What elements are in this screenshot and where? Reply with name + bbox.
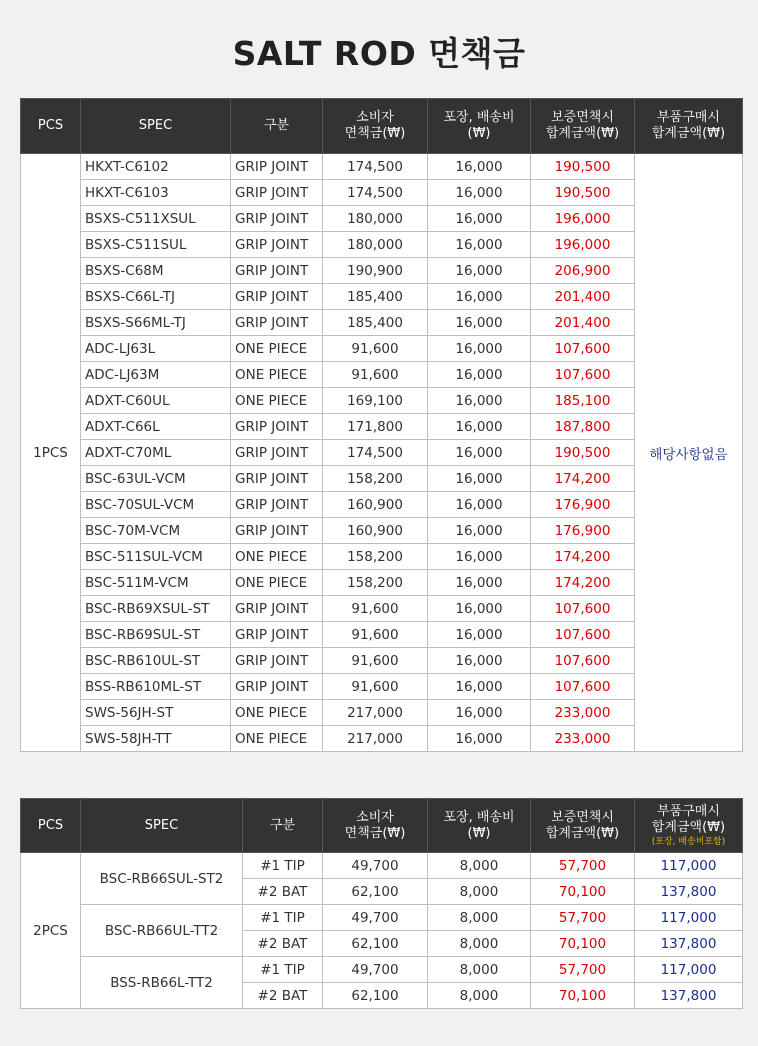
shipping-cell: 16,000 <box>428 622 531 648</box>
total-cell: 107,600 <box>531 336 635 362</box>
kind-cell: ONE PIECE <box>231 362 323 388</box>
price-cell: 180,000 <box>323 206 428 232</box>
spec-cell: BSXS-C511SUL <box>81 232 231 258</box>
price-cell: 62,100 <box>323 983 428 1009</box>
total-cell: 190,500 <box>531 154 635 180</box>
kind-cell: ONE PIECE <box>231 570 323 596</box>
spec-cell: BSC-511M-VCM <box>81 570 231 596</box>
total-cell: 201,400 <box>531 284 635 310</box>
table-row <box>21 284 743 310</box>
header-total <box>531 799 635 853</box>
kind-cell: GRIP JOINT <box>231 674 323 700</box>
price-cell: 49,700 <box>323 957 428 983</box>
header-spec: SPEC <box>81 99 231 154</box>
table-row <box>21 440 743 466</box>
price-cell: 160,900 <box>323 518 428 544</box>
total-cell: 57,700 <box>531 957 635 983</box>
header-total-line2: 합계금액(₩) <box>545 825 620 841</box>
spec-cell: SWS-56JH-ST <box>81 700 231 726</box>
kind-cell: GRIP JOINT <box>231 154 323 180</box>
shipping-cell: 16,000 <box>428 726 531 752</box>
spec-cell: ADC-LJ63L <box>81 336 231 362</box>
shipping-cell: 16,000 <box>428 414 531 440</box>
spec-cell: HKXT-C6102 <box>81 154 231 180</box>
pcs-label: 1PCS <box>21 154 81 752</box>
kind-cell: ONE PIECE <box>231 544 323 570</box>
parts-cell: 117,000 <box>635 853 743 879</box>
parts-cell: 137,800 <box>635 879 743 905</box>
header-parts-line2: 합계금액(₩) <box>651 126 726 141</box>
table-row <box>21 180 743 206</box>
total-cell: 206,900 <box>531 258 635 284</box>
price-cell: 174,500 <box>323 440 428 466</box>
shipping-cell: 16,000 <box>428 362 531 388</box>
header-pcs: PCS <box>21 99 81 154</box>
price-cell: 158,200 <box>323 466 428 492</box>
price-cell: 190,900 <box>323 258 428 284</box>
kind-cell: ONE PIECE <box>231 388 323 414</box>
table-row <box>21 700 743 726</box>
kind-cell: #1 TIP <box>243 853 323 879</box>
table-row <box>21 232 743 258</box>
spec-cell: BSS-RB610ML-ST <box>81 674 231 700</box>
price-cell: 174,500 <box>323 180 428 206</box>
kind-cell: ONE PIECE <box>231 700 323 726</box>
price-cell: 62,100 <box>323 931 428 957</box>
price-cell: 49,700 <box>323 853 428 879</box>
table-row <box>21 414 743 440</box>
total-cell: 174,200 <box>531 544 635 570</box>
total-cell: 196,000 <box>531 232 635 258</box>
header-pcs: PCS <box>21 799 81 853</box>
kind-cell: GRIP JOINT <box>231 310 323 336</box>
spec-cell: BSC-63UL-VCM <box>81 466 231 492</box>
kind-cell: #2 BAT <box>243 931 323 957</box>
total-cell: 70,100 <box>531 983 635 1009</box>
total-cell: 107,600 <box>531 648 635 674</box>
kind-cell: #1 TIP <box>243 957 323 983</box>
spec-cell: BSC-70M-VCM <box>81 518 231 544</box>
price-cell: 160,900 <box>323 492 428 518</box>
price-cell: 91,600 <box>323 648 428 674</box>
price-cell: 217,000 <box>323 726 428 752</box>
price-cell: 91,600 <box>323 336 428 362</box>
total-cell: 201,400 <box>531 310 635 336</box>
total-cell: 70,100 <box>531 931 635 957</box>
kind-cell: GRIP JOINT <box>231 258 323 284</box>
total-cell: 107,600 <box>531 362 635 388</box>
kind-cell: GRIP JOINT <box>231 284 323 310</box>
spec-cell: BSC-RB69SUL-ST <box>81 622 231 648</box>
shipping-cell: 16,000 <box>428 570 531 596</box>
spec-cell: ADXT-C66L <box>81 414 231 440</box>
header-kind: 구분 <box>231 99 323 154</box>
shipping-cell: 16,000 <box>428 518 531 544</box>
price-cell: 91,600 <box>323 596 428 622</box>
shipping-cell: 16,000 <box>428 440 531 466</box>
header-price <box>323 99 428 154</box>
header-total <box>531 99 635 154</box>
spec-cell: BSS-RB66L-TT2 <box>81 957 243 1009</box>
total-cell: 233,000 <box>531 700 635 726</box>
kind-cell: GRIP JOINT <box>231 622 323 648</box>
table-row <box>21 544 743 570</box>
shipping-cell: 8,000 <box>428 983 531 1009</box>
spec-cell: BSC-RB610UL-ST <box>81 648 231 674</box>
table-row <box>21 492 743 518</box>
table-row <box>21 310 743 336</box>
header-price-line2: 면책금(₩) <box>344 126 406 141</box>
table-row <box>21 466 743 492</box>
table-row <box>21 726 743 752</box>
table-header-row <box>21 99 743 154</box>
kind-cell: GRIP JOINT <box>231 206 323 232</box>
shipping-cell: 16,000 <box>428 258 531 284</box>
shipping-cell: 16,000 <box>428 466 531 492</box>
price-cell: 91,600 <box>323 622 428 648</box>
kind-cell: #1 TIP <box>243 905 323 931</box>
spec-cell: BSC-RB66UL-TT2 <box>81 905 243 957</box>
header-parts-line2: 합계금액(₩) <box>651 819 726 835</box>
header-ship <box>428 99 531 154</box>
header-price-line2: 면책금(₩) <box>344 825 406 841</box>
total-cell: 107,600 <box>531 596 635 622</box>
spec-cell: SWS-58JH-TT <box>81 726 231 752</box>
shipping-cell: 16,000 <box>428 674 531 700</box>
shipping-cell: 16,000 <box>428 596 531 622</box>
total-cell: 190,500 <box>531 440 635 466</box>
kind-cell: GRIP JOINT <box>231 466 323 492</box>
table-row <box>21 154 743 180</box>
table-header-row <box>21 799 743 853</box>
parts-note: 해당사항없음 <box>635 154 743 752</box>
table-row <box>21 518 743 544</box>
rod-table-2pcs <box>20 798 743 1009</box>
kind-cell: ONE PIECE <box>231 336 323 362</box>
rod-table-1pcs <box>20 98 743 752</box>
spec-cell: HKXT-C6103 <box>81 180 231 206</box>
shipping-cell: 16,000 <box>428 492 531 518</box>
total-cell: 176,900 <box>531 492 635 518</box>
shipping-cell: 8,000 <box>428 957 531 983</box>
shipping-cell: 8,000 <box>428 905 531 931</box>
total-cell: 70,100 <box>531 879 635 905</box>
table-row <box>21 206 743 232</box>
table-row <box>21 258 743 284</box>
kind-cell: #2 BAT <box>243 879 323 905</box>
kind-cell: ONE PIECE <box>231 726 323 752</box>
shipping-cell: 16,000 <box>428 206 531 232</box>
price-cell: 158,200 <box>323 544 428 570</box>
price-cell: 49,700 <box>323 905 428 931</box>
spec-cell: ADXT-C70ML <box>81 440 231 466</box>
price-cell: 158,200 <box>323 570 428 596</box>
table-row <box>21 905 743 931</box>
table-row <box>21 336 743 362</box>
header-total-line2: 합계금액(₩) <box>545 126 620 141</box>
price-cell: 180,000 <box>323 232 428 258</box>
kind-cell: GRIP JOINT <box>231 648 323 674</box>
header-parts-note: (포장, 배송비포함) <box>651 836 726 847</box>
shipping-cell: 16,000 <box>428 336 531 362</box>
table-row <box>21 596 743 622</box>
page-title: SALT ROD 면책금 <box>232 34 526 73</box>
kind-cell: GRIP JOINT <box>231 596 323 622</box>
spec-cell: BSXS-C511XSUL <box>81 206 231 232</box>
header-price-line1: 소비자 <box>356 809 394 825</box>
total-cell: 233,000 <box>531 726 635 752</box>
price-cell: 171,800 <box>323 414 428 440</box>
shipping-cell: 16,000 <box>428 284 531 310</box>
spec-cell: BSC-RB69XSUL-ST <box>81 596 231 622</box>
spec-cell: ADC-LJ63M <box>81 362 231 388</box>
total-cell: 174,200 <box>531 466 635 492</box>
header-ship <box>428 799 531 853</box>
header-ship-line2: (₩) <box>467 126 491 141</box>
total-cell: 196,000 <box>531 206 635 232</box>
price-cell: 174,500 <box>323 154 428 180</box>
header-parts-line1: 부품구매시 <box>657 803 720 819</box>
header-parts <box>635 99 743 154</box>
spec-cell: BSC-70SUL-VCM <box>81 492 231 518</box>
spec-cell: BSXS-C68M <box>81 258 231 284</box>
shipping-cell: 8,000 <box>428 853 531 879</box>
header-total-line1: 보증면책시 <box>551 110 614 125</box>
parts-cell: 137,800 <box>635 983 743 1009</box>
shipping-cell: 16,000 <box>428 648 531 674</box>
kind-cell: #2 BAT <box>243 983 323 1009</box>
table-row <box>21 388 743 414</box>
price-cell: 185,400 <box>323 310 428 336</box>
shipping-cell: 8,000 <box>428 931 531 957</box>
kind-cell: GRIP JOINT <box>231 440 323 466</box>
spec-cell: BSC-511SUL-VCM <box>81 544 231 570</box>
header-ship-line1: 포장, 배송비 <box>443 809 515 825</box>
price-cell: 62,100 <box>323 879 428 905</box>
shipping-cell: 16,000 <box>428 180 531 206</box>
total-cell: 107,600 <box>531 622 635 648</box>
total-cell: 176,900 <box>531 518 635 544</box>
header-ship-line1: 포장, 배송비 <box>443 110 515 125</box>
price-cell: 91,600 <box>323 674 428 700</box>
price-cell: 91,600 <box>323 362 428 388</box>
spec-cell: BSXS-S66ML-TJ <box>81 310 231 336</box>
table-row <box>21 622 743 648</box>
spec-cell: ADXT-C60UL <box>81 388 231 414</box>
shipping-cell: 16,000 <box>428 388 531 414</box>
total-cell: 57,700 <box>531 905 635 931</box>
header-price-line1: 소비자 <box>356 110 394 125</box>
table-row <box>21 853 743 879</box>
total-cell: 107,600 <box>531 674 635 700</box>
total-cell: 174,200 <box>531 570 635 596</box>
shipping-cell: 16,000 <box>428 310 531 336</box>
kind-cell: GRIP JOINT <box>231 492 323 518</box>
parts-cell: 117,000 <box>635 905 743 931</box>
total-cell: 185,100 <box>531 388 635 414</box>
total-cell: 190,500 <box>531 180 635 206</box>
header-ship-line2: (₩) <box>467 825 491 841</box>
table-row <box>21 362 743 388</box>
shipping-cell: 8,000 <box>428 879 531 905</box>
kind-cell: GRIP JOINT <box>231 414 323 440</box>
price-cell: 217,000 <box>323 700 428 726</box>
table-row <box>21 570 743 596</box>
header-kind: 구분 <box>243 799 323 853</box>
table-row <box>21 674 743 700</box>
shipping-cell: 16,000 <box>428 154 531 180</box>
kind-cell: GRIP JOINT <box>231 232 323 258</box>
shipping-cell: 16,000 <box>428 232 531 258</box>
header-parts <box>635 799 743 853</box>
price-cell: 185,400 <box>323 284 428 310</box>
pcs-label: 2PCS <box>21 853 81 1009</box>
header-total-line1: 보증면책시 <box>551 809 614 825</box>
kind-cell: GRIP JOINT <box>231 180 323 206</box>
table-row <box>21 957 743 983</box>
header-parts-line1: 부품구매시 <box>657 110 720 125</box>
total-cell: 187,800 <box>531 414 635 440</box>
header-spec: SPEC <box>81 799 243 853</box>
kind-cell: GRIP JOINT <box>231 518 323 544</box>
spec-cell: BSC-RB66SUL-ST2 <box>81 853 243 905</box>
spec-cell: BSXS-C66L-TJ <box>81 284 231 310</box>
shipping-cell: 16,000 <box>428 544 531 570</box>
shipping-cell: 16,000 <box>428 700 531 726</box>
total-cell: 57,700 <box>531 853 635 879</box>
table-row <box>21 648 743 674</box>
parts-cell: 117,000 <box>635 957 743 983</box>
parts-cell: 137,800 <box>635 931 743 957</box>
header-price <box>323 799 428 853</box>
price-cell: 169,100 <box>323 388 428 414</box>
